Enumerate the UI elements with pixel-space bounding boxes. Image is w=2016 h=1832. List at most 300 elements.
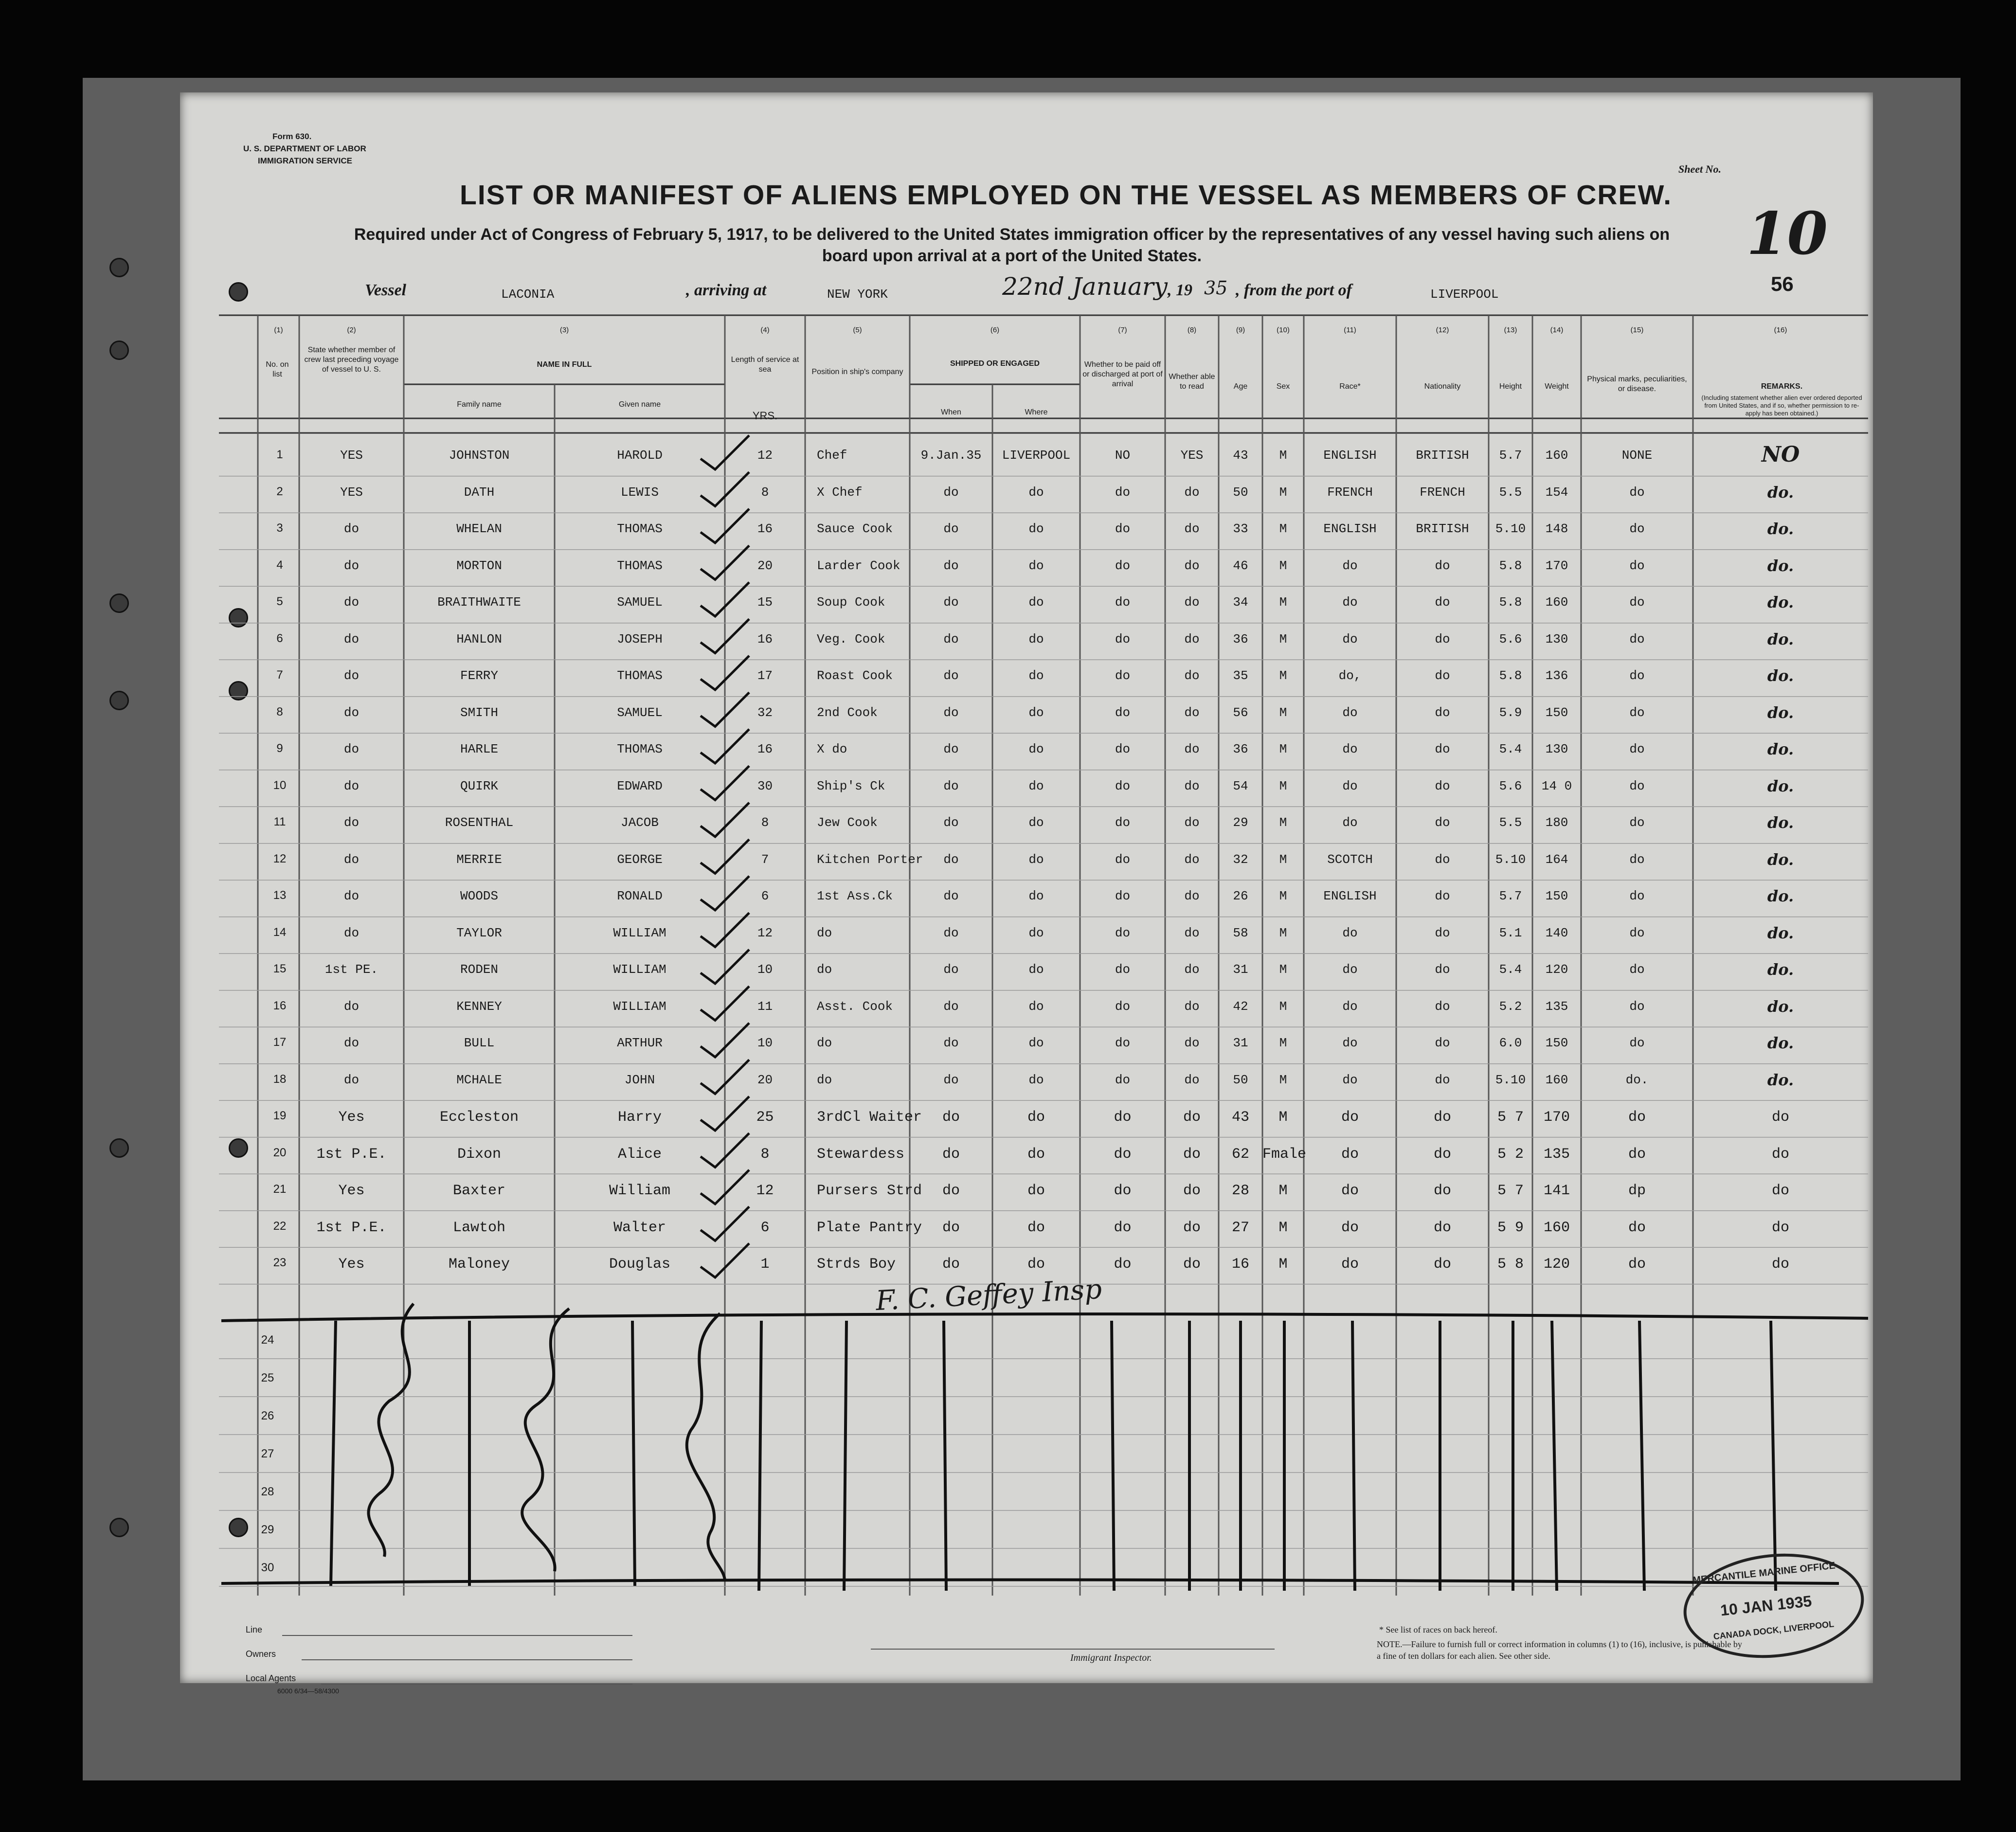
- races-note: * See list of races on back hereof.: [1379, 1625, 1497, 1634]
- service-label: IMMIGRATION SERVICE: [258, 156, 352, 165]
- cell-weight: 135: [1543, 1146, 1570, 1163]
- cell-race: do: [1341, 1109, 1359, 1126]
- cell-prev: do: [343, 521, 360, 536]
- cell-paid: do: [1115, 705, 1131, 720]
- cell-nat: do: [1433, 1146, 1451, 1163]
- cell-read: do: [1184, 485, 1200, 500]
- cell-race: do: [1342, 778, 1358, 793]
- cell-read: YES: [1180, 448, 1204, 463]
- cell-sex: M: [1278, 1219, 1288, 1236]
- row-number: 9: [276, 742, 283, 755]
- cell-read: do: [1184, 962, 1200, 977]
- cell-family: SMITH: [460, 705, 498, 720]
- cell-paid: do: [1115, 668, 1131, 683]
- cell-race: ENGLISH: [1323, 521, 1377, 536]
- cell-when: do: [943, 558, 959, 573]
- cell-nat: BRITISH: [1416, 521, 1469, 536]
- cell-when: do: [943, 1072, 959, 1087]
- cell-read: do: [1184, 925, 1200, 940]
- cell-prev: 1st P.E.: [316, 1219, 387, 1236]
- header-where: Where: [1025, 408, 1048, 416]
- cell-prev: Yes: [338, 1109, 365, 1126]
- cell-race: do: [1341, 1256, 1359, 1273]
- cell-age: 27: [1231, 1219, 1249, 1236]
- footer-line-label: Line: [246, 1625, 263, 1634]
- form-number: Form 630.: [272, 132, 312, 141]
- cell-when: do: [943, 485, 959, 500]
- cell-paid: do: [1115, 778, 1131, 793]
- cell-paid: do: [1115, 1072, 1131, 1087]
- header-height: Height: [1499, 382, 1522, 391]
- cell-position: Kitchen Porter: [817, 852, 923, 867]
- cell-sex: M: [1279, 925, 1287, 940]
- cell-where: do: [1028, 595, 1044, 610]
- vessel-name: LACONIA: [501, 287, 555, 302]
- page-subtitle: Required under Act of Congress of February 5, 1917, to be delivered to the United States immigration officer by the representatives of any vessel having such aliens on board upon arrival at a port of the United States.: [354, 225, 1670, 265]
- cell-remarks: do.: [1767, 997, 1794, 1016]
- cell-read: do: [1184, 742, 1200, 756]
- cell-marks: do: [1629, 631, 1645, 647]
- cell-marks: do: [1628, 1256, 1646, 1273]
- cell-height: 5 2: [1497, 1146, 1524, 1163]
- cell-when: do: [943, 521, 959, 536]
- header-family-name: Family name: [457, 400, 502, 409]
- cell-race: do: [1341, 1183, 1359, 1199]
- cell-yrs: 8: [761, 815, 769, 830]
- row-number: 19: [273, 1109, 287, 1122]
- cell-position: 3rdCl Waiter: [817, 1109, 922, 1126]
- cell-age: 32: [1233, 852, 1248, 867]
- cell-family: KENNEY: [456, 999, 502, 1014]
- cell-prev: Yes: [338, 1256, 365, 1273]
- cell-family: QUIRK: [460, 778, 498, 793]
- cell-weight: 154: [1545, 485, 1568, 500]
- cell-yrs: 10: [757, 1036, 773, 1050]
- cell-where: do: [1028, 631, 1044, 647]
- cell-family: FERRY: [460, 668, 498, 683]
- header-length-of-service: Length of service at sea: [731, 356, 799, 374]
- column-number: (5): [853, 326, 862, 334]
- cell-marks: do: [1629, 962, 1645, 977]
- cell-marks: do: [1629, 999, 1645, 1014]
- sheet-number: 10: [1746, 199, 1828, 268]
- cell-yrs: 15: [757, 595, 773, 610]
- cell-height: 5.7: [1499, 448, 1522, 463]
- cell-marks: do: [1629, 485, 1645, 500]
- header-when: When: [941, 408, 961, 416]
- cell-age: 34: [1233, 595, 1248, 610]
- cell-age: 31: [1233, 1036, 1248, 1050]
- cell-yrs: 17: [757, 668, 773, 683]
- cell-marks: do: [1629, 1036, 1645, 1050]
- cell-where: do: [1028, 521, 1044, 536]
- cell-sex: M: [1279, 962, 1287, 977]
- cell-family: TAYLOR: [456, 925, 502, 940]
- cell-age: 58: [1233, 925, 1248, 940]
- cell-remarks: do.: [1767, 923, 1794, 942]
- column-number: (9): [1236, 326, 1245, 334]
- cell-remarks: do: [1771, 1219, 1789, 1236]
- cell-remarks: do: [1771, 1146, 1789, 1163]
- row-number: 21: [273, 1183, 287, 1196]
- cell-when: do: [942, 1109, 960, 1126]
- cell-prev: 1st P.E.: [316, 1146, 387, 1163]
- cell-where: do: [1027, 1109, 1045, 1126]
- cell-remarks: do.: [1767, 740, 1794, 758]
- cell-sex: M: [1278, 1183, 1288, 1199]
- row-number: 15: [273, 962, 287, 975]
- cell-yrs: 16: [757, 521, 773, 536]
- cell-age: 42: [1233, 999, 1248, 1014]
- column-number: (14): [1550, 326, 1564, 334]
- cell-family: BRAITHWAITE: [437, 595, 521, 610]
- cell-where: do: [1028, 1072, 1044, 1087]
- cell-where: do: [1028, 485, 1044, 500]
- cell-age: 26: [1233, 889, 1248, 903]
- cell-given: WILLIAM: [613, 962, 666, 977]
- cell-position: Chef: [817, 448, 847, 463]
- cell-marks: NONE: [1621, 448, 1653, 463]
- cell-prev: 1st PE.: [324, 962, 378, 977]
- cell-prev: do: [343, 631, 360, 647]
- cell-when: do: [943, 668, 959, 683]
- cell-remarks: do.: [1767, 520, 1794, 538]
- cell-height: 5.6: [1499, 778, 1522, 793]
- column-number: (12): [1436, 326, 1449, 334]
- cell-family: RODEN: [460, 962, 498, 977]
- cell-given: THOMAS: [617, 558, 663, 573]
- cell-race: do: [1342, 1072, 1358, 1087]
- cell-remarks: do.: [1767, 556, 1794, 575]
- cell-sex: M: [1279, 1072, 1287, 1087]
- column-number: (6): [990, 326, 1000, 334]
- cell-read: do: [1184, 1036, 1200, 1050]
- cell-race: do: [1342, 1036, 1358, 1050]
- cell-family: Lawtoh: [452, 1219, 506, 1236]
- row-number: 16: [273, 999, 287, 1012]
- cell-nat: do: [1435, 631, 1450, 647]
- cell-height: 5.1: [1499, 925, 1522, 940]
- cell-paid: do: [1115, 631, 1131, 647]
- header-able-to-read: Whether able to read: [1169, 373, 1215, 391]
- row-number: 11: [273, 815, 286, 828]
- cell-position: Pursers Strd: [817, 1183, 922, 1199]
- cell-family: WOODS: [460, 889, 498, 903]
- cell-given: Douglas: [609, 1256, 671, 1273]
- cell-sex: M: [1279, 778, 1287, 793]
- cell-weight: 160: [1545, 1072, 1568, 1087]
- cell-remarks: do.: [1767, 850, 1794, 869]
- cell-prev: do: [343, 999, 360, 1014]
- cell-when: do: [943, 1036, 959, 1050]
- cell-yrs: 16: [757, 631, 773, 647]
- cell-position: 1st Ass.Ck: [817, 889, 893, 903]
- cell-paid: do: [1115, 521, 1131, 536]
- cell-sex: M: [1278, 1256, 1288, 1273]
- cell-sex: M: [1279, 742, 1287, 756]
- row-number: 5: [276, 595, 283, 608]
- cell-age: 43: [1231, 1109, 1249, 1126]
- cell-remarks: do.: [1767, 483, 1794, 502]
- cell-prev: do: [343, 558, 360, 573]
- cell-sex: M: [1278, 1109, 1288, 1126]
- header-remarks-note: (Including statement whether alien ever ordered deported from United States, and if so, whether permission to re-apply has been obtained.): [1701, 394, 1862, 417]
- cell-given: HAROLD: [617, 448, 663, 463]
- cell-read: do: [1184, 668, 1200, 683]
- cell-given: THOMAS: [617, 521, 663, 536]
- cell-where: do: [1028, 742, 1044, 756]
- cell-race: do: [1342, 631, 1358, 647]
- cell-family: Maloney: [448, 1256, 510, 1273]
- cell-nat: do: [1435, 1036, 1450, 1050]
- cell-weight: 180: [1545, 815, 1568, 830]
- row-number: 13: [273, 889, 287, 902]
- cell-weight: 14 0: [1541, 778, 1572, 793]
- cell-nat: BRITISH: [1416, 448, 1469, 463]
- cell-where: do: [1027, 1256, 1045, 1273]
- cell-position: Ship's Ck: [817, 778, 885, 793]
- cell-height: 5.10: [1495, 1072, 1526, 1087]
- cell-where: do: [1028, 668, 1044, 683]
- cell-age: 50: [1233, 1072, 1248, 1087]
- cell-height: 6.0: [1499, 1036, 1522, 1050]
- cell-age: 56: [1233, 705, 1248, 720]
- row-number: 10: [273, 778, 287, 792]
- cell-where: do: [1028, 705, 1044, 720]
- arrival-port: NEW YORK: [827, 287, 888, 302]
- cell-position: Strds Boy: [817, 1256, 896, 1273]
- cell-paid: do: [1115, 595, 1131, 610]
- cell-given: THOMAS: [617, 742, 663, 756]
- cell-family: JOHNSTON: [449, 448, 510, 463]
- cell-when: do: [943, 631, 959, 647]
- inspector-label: Immigrant Inspector.: [1070, 1652, 1152, 1663]
- cell-yrs: 16: [757, 742, 773, 756]
- row-number: 14: [273, 925, 287, 939]
- column-number: (1): [274, 326, 283, 334]
- cell-prev: YES: [340, 485, 363, 500]
- cell-family: Baxter: [452, 1183, 506, 1199]
- cell-paid: do: [1114, 1146, 1132, 1163]
- cell-position: do: [817, 962, 832, 977]
- cell-position: Soup Cook: [817, 595, 885, 610]
- cell-height: 5 7: [1497, 1109, 1524, 1126]
- cell-given: SAMUEL: [617, 705, 663, 720]
- cell-age: 46: [1233, 558, 1248, 573]
- sheet-label: Sheet No.: [1678, 163, 1721, 175]
- page-number: 56: [1771, 272, 1794, 295]
- cell-paid: do: [1114, 1256, 1132, 1273]
- row-number: 2: [276, 485, 283, 498]
- cell-weight: 170: [1543, 1109, 1570, 1126]
- stamp-date: 10 JAN 1935: [1719, 1592, 1813, 1619]
- cell-given: EDWARD: [617, 778, 663, 793]
- cell-height: 5 9: [1497, 1219, 1524, 1236]
- cell-marks: dp: [1628, 1183, 1646, 1199]
- cell-when: do: [942, 1146, 960, 1163]
- cell-position: Asst. Cook: [817, 999, 893, 1014]
- cell-height: 5.8: [1499, 595, 1522, 610]
- cell-nat: do: [1435, 852, 1450, 867]
- cell-given: RONALD: [617, 889, 663, 903]
- cell-weight: 150: [1545, 705, 1568, 720]
- cell-family: WHELAN: [456, 521, 502, 536]
- cell-paid: do: [1115, 742, 1131, 756]
- cell-sex: M: [1279, 1036, 1287, 1050]
- cell-paid: do: [1114, 1219, 1132, 1236]
- header-paid-off: Whether to be paid off or discharged at port of arrival: [1082, 360, 1163, 388]
- row-number: 23: [273, 1256, 287, 1269]
- row-number-empty: 29: [261, 1523, 274, 1536]
- cell-age: 50: [1233, 485, 1248, 500]
- cell-prev: Yes: [338, 1183, 365, 1199]
- cell-remarks: do.: [1767, 703, 1794, 722]
- cell-height: 5.9: [1499, 705, 1522, 720]
- cell-height: 5.5: [1499, 815, 1522, 830]
- cell-yrs: 1: [760, 1256, 770, 1273]
- header-years-unit: YRS.: [752, 410, 778, 422]
- cell-sex: M: [1279, 852, 1287, 867]
- cell-yrs: 25: [756, 1109, 774, 1126]
- cell-read: do: [1184, 889, 1200, 903]
- cell-paid: do: [1115, 815, 1131, 830]
- row-number-empty: 25: [261, 1371, 274, 1384]
- header-given-name: Given name: [618, 400, 661, 409]
- cell-sex: M: [1279, 815, 1287, 830]
- cell-yrs: 32: [757, 705, 773, 720]
- cell-read: do: [1183, 1146, 1201, 1163]
- cell-read: do: [1184, 558, 1200, 573]
- cell-where: do: [1028, 925, 1044, 940]
- cell-where: do: [1028, 999, 1044, 1014]
- department-label: U. S. DEPARTMENT OF LABOR: [243, 144, 366, 153]
- cell-marks: do: [1629, 925, 1645, 940]
- cell-paid: do: [1115, 889, 1131, 903]
- stamp-bottom-text: CANADA DOCK, LIVERPOOL: [1712, 1619, 1835, 1642]
- cell-race: FRENCH: [1327, 485, 1373, 500]
- cell-given: JOSEPH: [617, 631, 663, 647]
- cell-yrs: 8: [760, 1146, 770, 1163]
- cell-height: 5.6: [1499, 631, 1522, 647]
- cell-race: ENGLISH: [1323, 448, 1377, 463]
- cell-remarks: do.: [1767, 776, 1794, 795]
- cell-given: WILLIAM: [613, 999, 666, 1014]
- cell-position: Veg. Cook: [817, 631, 885, 647]
- cell-remarks: do: [1771, 1183, 1789, 1199]
- cell-family: Dixon: [457, 1146, 501, 1163]
- cell-read: do: [1184, 521, 1200, 536]
- cell-paid: do: [1115, 852, 1131, 867]
- cell-paid: do: [1114, 1109, 1132, 1126]
- cell-nat: do: [1435, 999, 1450, 1014]
- cell-where: do: [1028, 778, 1044, 793]
- header-remarks: REMARKS.: [1761, 382, 1803, 391]
- cell-paid: do: [1115, 925, 1131, 940]
- cell-when: do: [943, 962, 959, 977]
- cell-when: do: [942, 1183, 960, 1199]
- cell-race: do: [1342, 925, 1358, 940]
- footer-owners-label: Owners: [246, 1649, 276, 1659]
- cell-prev: do: [343, 925, 360, 940]
- cell-given: JACOB: [620, 815, 659, 830]
- departure-port: LIVERPOOL: [1430, 287, 1499, 302]
- cell-nat: do: [1433, 1256, 1451, 1273]
- column-number: (16): [1774, 326, 1787, 334]
- cell-prev: YES: [340, 448, 363, 463]
- cell-where: LIVERPOOL: [1002, 448, 1071, 463]
- cell-family: MORTON: [456, 558, 502, 573]
- cell-sex: M: [1279, 631, 1287, 647]
- cell-weight: 170: [1545, 558, 1568, 573]
- cell-when: do: [943, 705, 959, 720]
- cell-marks: do: [1629, 815, 1645, 830]
- row-number: 12: [273, 852, 287, 865]
- cell-weight: 148: [1545, 521, 1568, 536]
- cell-position: Larder Cook: [817, 558, 900, 573]
- cell-yrs: 20: [757, 558, 773, 573]
- cell-weight: 130: [1545, 631, 1568, 647]
- cell-where: do: [1028, 889, 1044, 903]
- cell-read: do: [1184, 815, 1200, 830]
- from-label: , from the port of: [1236, 281, 1352, 299]
- row-number: 3: [276, 521, 283, 535]
- cell-family: MCHALE: [456, 1072, 502, 1087]
- cell-marks: do: [1629, 852, 1645, 867]
- cell-sex: M: [1279, 558, 1287, 573]
- cell-sex: M: [1279, 999, 1287, 1014]
- cell-yrs: 7: [761, 852, 769, 867]
- cell-read: do: [1183, 1219, 1201, 1236]
- year-prefix: , 19: [1168, 281, 1192, 299]
- row-number-empty: 26: [261, 1409, 274, 1422]
- cell-race: do: [1341, 1146, 1359, 1163]
- cell-where: do: [1028, 1036, 1044, 1050]
- cell-nat: do: [1433, 1219, 1451, 1236]
- cell-family: ROSENTHAL: [445, 815, 514, 830]
- cell-marks: do: [1629, 521, 1645, 536]
- row-number: 20: [273, 1146, 287, 1159]
- cell-race: ENGLISH: [1323, 889, 1377, 903]
- cell-race: do: [1341, 1219, 1359, 1236]
- cell-weight: 150: [1545, 1036, 1568, 1050]
- cell-paid: do: [1115, 999, 1131, 1014]
- cell-given: GEORGE: [617, 852, 663, 867]
- cell-given: William: [609, 1183, 671, 1199]
- header-previous-voyage: State whether member of crew last preceding voyage of vessel to U. S.: [304, 346, 399, 374]
- cell-read: do: [1184, 778, 1200, 793]
- cell-nat: do: [1435, 705, 1450, 720]
- cell-height: 5.10: [1495, 521, 1526, 536]
- header-age: Age: [1233, 382, 1248, 391]
- row-number: 17: [273, 1036, 287, 1049]
- cell-given: LEWIS: [620, 485, 659, 500]
- cell-yrs: 12: [756, 1183, 774, 1199]
- cell-weight: 150: [1545, 889, 1568, 903]
- cell-where: do: [1028, 852, 1044, 867]
- cell-position: Plate Pantry: [817, 1219, 922, 1236]
- header-name-in-full: NAME IN FULL: [537, 360, 592, 369]
- cell-where: do: [1027, 1146, 1045, 1163]
- cell-height: 5.5: [1499, 485, 1522, 500]
- cell-given: THOMAS: [617, 668, 663, 683]
- cell-when: do: [942, 1256, 960, 1273]
- cell-sex: M: [1279, 705, 1287, 720]
- cell-remarks: do: [1771, 1109, 1789, 1126]
- cell-height: 5.2: [1499, 999, 1522, 1014]
- cell-age: 62: [1231, 1146, 1249, 1163]
- cell-height: 5.10: [1495, 852, 1526, 867]
- cell-read: do: [1184, 852, 1200, 867]
